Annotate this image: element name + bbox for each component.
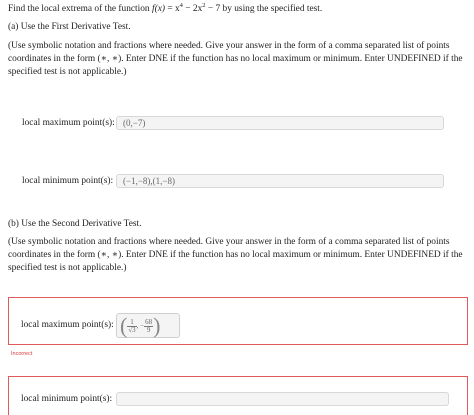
part-a-max-field[interactable]: (0,−7) (116, 116, 444, 130)
part-b-instr-line2: coordinates in the form (∗, ∗). Enter DNE if the function has no local maximum or minimum. Enter UNDEFINED if the (8, 250, 463, 260)
open-paren: ( (120, 313, 128, 338)
part-a-max-label: local maximum point(s): (22, 118, 115, 128)
part-b-max-field[interactable] (116, 313, 180, 338)
question-eq: = x (164, 4, 180, 14)
part-a-min-label: local minimum point(s): (22, 176, 114, 186)
part-b-instr-line3: specified test is not applicable.) (8, 263, 127, 273)
question-prefix: Find the local extrema of the function (8, 4, 152, 14)
part-b-min-answer-box (8, 376, 468, 415)
part-a-instructions (8, 40, 470, 79)
part-a-title: (a) Use the First Derivative Test. (8, 22, 131, 32)
question-mid: − 2x (182, 4, 203, 14)
function-name: f(x) (151, 4, 165, 14)
part-a-instr-line3: specified test is not applicable.) (8, 67, 127, 77)
part-b-min-label: local minimum point(s): (21, 394, 113, 404)
close-paren: ) (153, 313, 161, 338)
fraction-2-numerator: 68 (145, 317, 153, 326)
question-suffix: − 7 by using the specified test. (205, 4, 323, 14)
incorrect-feedback: Incorrect (11, 351, 33, 357)
fraction-2-denominator: 9 (146, 325, 151, 334)
part-b-instr-line1: (Use symbolic notation and fractions where needed. Give your answer in the form of a comma separated list of points (8, 237, 450, 247)
part-b-title: (b) Use the Second Derivative Test. (8, 219, 142, 229)
part-a-instr-line2: coordinates in the form (∗, ∗). Enter DNE if the function has no local maximum or minimum. Enter UNDEFINED if the (8, 54, 463, 64)
part-b-min-field[interactable] (116, 392, 449, 406)
part-b-instructions (8, 236, 470, 275)
separator: , − (136, 322, 145, 330)
fraction-1-denominator: √3 (128, 325, 136, 334)
part-a-instr-line1: (Use symbolic notation and fractions where needed. Give your answer in the form of a comma separated list of points (8, 41, 450, 51)
part-b-max-label: local maximum point(s): (21, 320, 114, 330)
part-a-min-field[interactable]: (−1,−8),(1,−8) (116, 174, 444, 188)
fraction-2 (144, 319, 153, 334)
exponent-4: 4 (179, 1, 183, 9)
question-text (8, 3, 322, 16)
fraction-1-numerator: 1 (127, 319, 136, 327)
exponent-2: 2 (202, 1, 206, 9)
fraction-1 (127, 319, 136, 334)
part-b-max-answer-box (8, 297, 468, 345)
